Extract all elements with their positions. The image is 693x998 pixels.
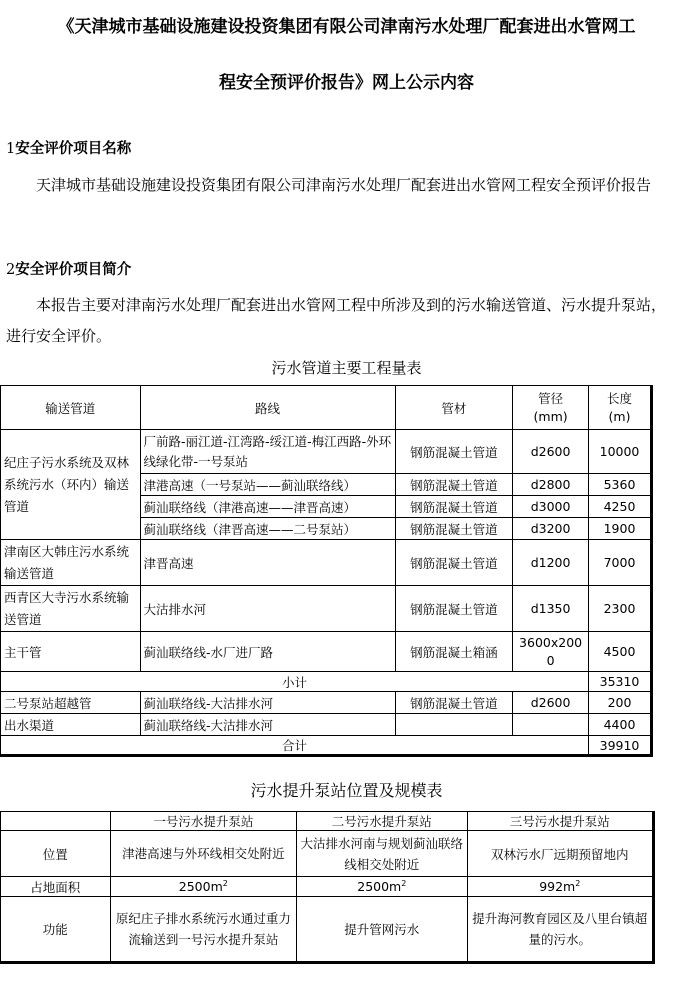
table-row bbox=[1, 714, 652, 736]
total-label: 合计 bbox=[1, 736, 589, 756]
material-cell: 钢筋混凝土管道 bbox=[395, 518, 513, 540]
diameter-cell: d3200 bbox=[513, 518, 589, 540]
diameter-cell: d2800 bbox=[513, 474, 589, 496]
area-unit-sup: 2 bbox=[401, 878, 407, 888]
length-cell: 7000 bbox=[589, 540, 652, 586]
diameter-cell: 3600x2000 bbox=[513, 632, 589, 672]
subtotal-label: 小计 bbox=[1, 672, 589, 692]
location-cell: 双林污水厂远期预留地内 bbox=[467, 831, 653, 877]
diameter-cell: d2600 bbox=[513, 430, 589, 474]
length-cell: 5360 bbox=[589, 474, 652, 496]
section2-number: 2 bbox=[6, 262, 16, 278]
length-cell: 4400 bbox=[589, 714, 652, 736]
header-diameter: 管径 (mm) bbox=[513, 386, 589, 430]
table-row bbox=[1, 897, 654, 963]
document-title-line2: 程安全预评价报告》网上公示内容 bbox=[219, 73, 474, 93]
length-cell: 10000 bbox=[589, 430, 652, 474]
table-row bbox=[1, 586, 652, 632]
table-row bbox=[1, 692, 652, 714]
diameter-cell: d3000 bbox=[513, 496, 589, 518]
length-cell: 2300 bbox=[589, 586, 652, 632]
pipe-name-cell: 津南区大韩庄污水系统输送管道 bbox=[1, 540, 141, 586]
header-station-2: 二号污水提升泵站 bbox=[297, 812, 468, 831]
function-label: 功能 bbox=[1, 897, 111, 963]
table2-caption: 污水提升泵站位置及规模表 bbox=[250, 781, 443, 800]
route-cell: 蓟汕联络线（津晋高速——二号泵站） bbox=[140, 518, 395, 540]
diameter-cell bbox=[513, 714, 589, 736]
material-cell: 钢筋混凝土管道 bbox=[395, 692, 513, 714]
route-cell: 津晋高速 bbox=[140, 540, 395, 586]
pipe-name-cell: 纪庄子污水系统及双林系统污水（环内）输送管道 bbox=[1, 430, 141, 540]
pipeline-quantity-table bbox=[0, 385, 653, 757]
header-route: 路线 bbox=[140, 386, 395, 430]
length-cell: 4500 bbox=[589, 632, 652, 672]
material-cell: 钢筋混凝土管道 bbox=[395, 496, 513, 518]
section1-number: 1 bbox=[6, 141, 16, 157]
area-value: 2500m bbox=[178, 879, 223, 895]
header-length: 长度 (m) bbox=[589, 386, 652, 430]
area-label: 占地面积 bbox=[1, 877, 111, 897]
section1-heading bbox=[6, 137, 131, 158]
diameter-cell: d1200 bbox=[513, 540, 589, 586]
table-row bbox=[1, 632, 652, 672]
table-row bbox=[1, 877, 654, 897]
area-cell bbox=[110, 877, 296, 897]
section2-heading bbox=[6, 258, 131, 279]
location-cell: 大沽排水河南与规划蓟汕联络线相交处附近 bbox=[297, 831, 468, 877]
material-cell: 钢筋混凝土管道 bbox=[395, 430, 513, 474]
table1-caption: 污水管道主要工程量表 bbox=[271, 359, 422, 377]
length-cell: 4250 bbox=[589, 496, 652, 518]
table-row bbox=[1, 831, 654, 877]
total-value: 39910 bbox=[589, 736, 652, 756]
section1-heading-text: 安全评价项目名称 bbox=[15, 140, 132, 157]
route-cell: 蓟汕联络线-大沽排水河 bbox=[140, 714, 395, 736]
area-unit-sup: 2 bbox=[222, 878, 228, 888]
area-value: 2500m bbox=[357, 879, 402, 895]
pump-station-table bbox=[0, 811, 655, 964]
pipe-name-cell: 西青区大寺污水系统输送管道 bbox=[1, 586, 141, 632]
function-cell: 原纪庄子排水系统污水通过重力流输送到一号污水提升泵站 bbox=[110, 897, 296, 963]
function-cell: 提升管网污水 bbox=[297, 897, 468, 963]
material-cell bbox=[395, 714, 513, 736]
route-cell: 津港高速（一号泵站——蓟汕联络线） bbox=[140, 474, 395, 496]
route-cell: 蓟汕联络线（津港高速——津晋高速） bbox=[140, 496, 395, 518]
header-station-1: 一号污水提升泵站 bbox=[110, 812, 296, 831]
header-station-3: 三号污水提升泵站 bbox=[467, 812, 653, 831]
location-label: 位置 bbox=[1, 831, 111, 877]
material-cell: 钢筋混凝土管道 bbox=[395, 586, 513, 632]
header-blank bbox=[1, 812, 111, 831]
total-row bbox=[1, 736, 652, 756]
area-value: 992m bbox=[539, 879, 576, 895]
subtotal-row bbox=[1, 672, 652, 692]
section2-heading-text: 安全评价项目简介 bbox=[15, 261, 132, 278]
section1-body: 天津城市基础设施建设投资集团有限公司津南污水处理厂配套进出水管网工程安全预评价报告 bbox=[36, 176, 652, 194]
diameter-cell: d2600 bbox=[513, 692, 589, 714]
section2-body: 本报告主要对津南污水处理厂配套进出水管网工程中所涉及到的污水输送管道、污水提升泵站，进行安全评价。 bbox=[6, 296, 667, 345]
route-cell: 厂前路-丽江道-江湾路-绥江道-梅江西路-外环线绿化带-一号泵站 bbox=[140, 430, 395, 474]
table-row bbox=[1, 430, 652, 474]
route-cell: 蓟汕联络线-水厂进厂路 bbox=[140, 632, 395, 672]
length-cell: 1900 bbox=[589, 518, 652, 540]
header-pipe: 输送管道 bbox=[1, 386, 141, 430]
table-header-row bbox=[1, 386, 652, 430]
subtotal-value: 35310 bbox=[589, 672, 652, 692]
pipe-name-cell: 二号泵站超越管 bbox=[1, 692, 141, 714]
function-cell: 提升海河教育园区及八里台镇超量的污水。 bbox=[467, 897, 653, 963]
pipe-name-cell: 出水渠道 bbox=[1, 714, 141, 736]
area-cell bbox=[297, 877, 468, 897]
route-cell: 蓟汕联络线-大沽排水河 bbox=[140, 692, 395, 714]
document-title-line1: 《天津城市基础设施建设投资集团有限公司津南污水处理厂配套进出水管网工 bbox=[57, 17, 636, 37]
table-row bbox=[1, 540, 652, 586]
header-material: 管材 bbox=[395, 386, 513, 430]
material-cell: 钢筋混凝土管道 bbox=[395, 540, 513, 586]
diameter-cell: d1350 bbox=[513, 586, 589, 632]
material-cell: 钢筋混凝土管道 bbox=[395, 474, 513, 496]
area-unit-sup: 2 bbox=[575, 878, 581, 888]
material-cell: 钢筋混凝土箱涵 bbox=[395, 632, 513, 672]
table-header-row bbox=[1, 812, 654, 831]
area-cell bbox=[467, 877, 653, 897]
length-cell: 200 bbox=[589, 692, 652, 714]
route-cell: 大沽排水河 bbox=[140, 586, 395, 632]
pipe-name-cell: 主干管 bbox=[1, 632, 141, 672]
location-cell: 津港高速与外环线相交处附近 bbox=[110, 831, 296, 877]
